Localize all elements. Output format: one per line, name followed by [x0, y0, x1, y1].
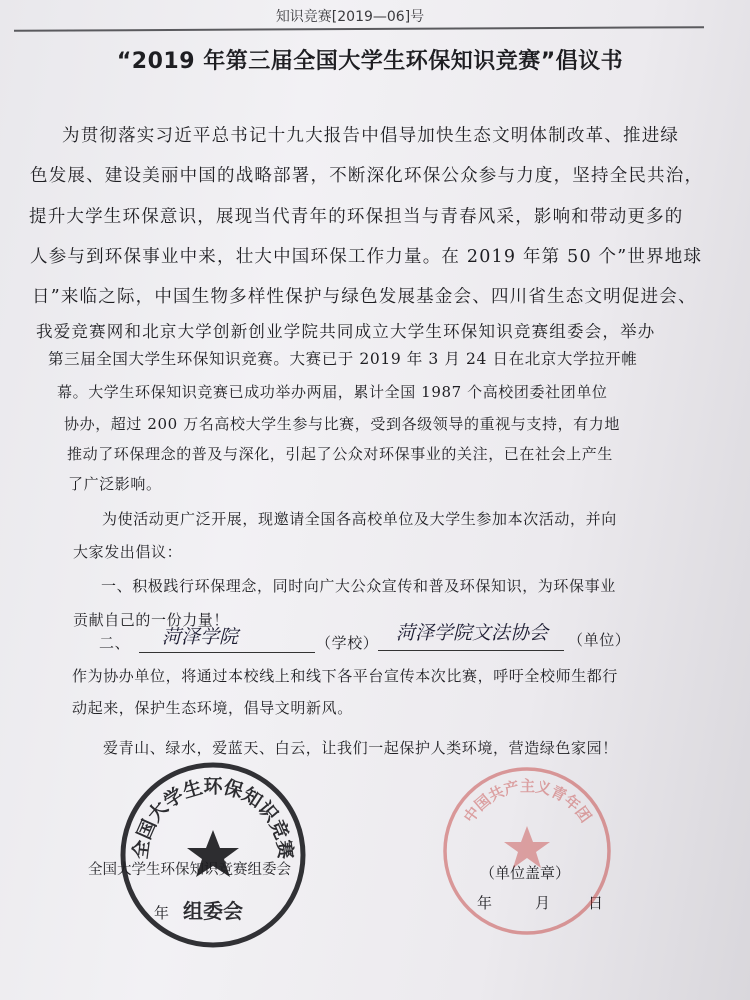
organizer-name: 全国大学生环保知识竞赛组委会: [88, 862, 291, 878]
text-line: 幕。大学生环保知识竞赛已成功举办两届，累计全国 1987 个高校团委社团单位: [57, 383, 608, 401]
text-line: 第三届全国大学生环保知识竞赛。大赛已于 2019 年 3 月 24 日在北京大学拉开帷: [48, 350, 638, 368]
unit-underline: [378, 650, 564, 651]
school-label: （学校）: [316, 634, 379, 652]
text-line: 日”来临之际，中国生物多样性保护与绿色发展基金会、四川省生态文明促进会、: [32, 287, 697, 307]
text-line: 一、积极践行环保理念，同时向广大公众宣传和普及环保知识，为环保事业: [101, 577, 616, 595]
header-divider: [14, 26, 704, 32]
text-line: 动起来，保护生态环境，倡导文明新风。: [72, 699, 353, 717]
item-2-prefix: 二、: [99, 634, 131, 652]
school-handwritten: 菏泽学院: [162, 626, 239, 648]
stamp-ring-text: 全国大学生环保知识竞赛: [129, 775, 297, 861]
stamp-bottom-text: 组委会: [183, 899, 243, 923]
text-line: 为贯彻落实习近平总书记十九大报告中倡导加快生态文明体制改革、推进绿: [62, 126, 680, 146]
left-date-year: 年: [154, 904, 170, 922]
unit-label: （单位）: [568, 631, 631, 649]
date-day: 日: [588, 894, 604, 912]
date-year: 年: [477, 894, 493, 912]
text-line: 推动了环保理念的普及与深化，引起了公众对环保事业的关注，已在社会上产生: [67, 445, 614, 463]
closing-slogan: 爱青山、绿水，爱蓝天、白云，让我们一起保护人类环境，营造绿色家园！: [103, 739, 618, 757]
text-line: 了广泛影响。: [68, 475, 162, 493]
text-line: 协办，超过 200 万名高校大学生参与比赛，受到各级领导的重视与支持，有力地: [64, 415, 620, 433]
star-icon: [504, 826, 550, 868]
document-title: “2019 年第三届全国大学生环保知识竞赛”倡议书: [116, 49, 624, 74]
seal-ring-text: 中国共产主义青年团: [460, 777, 595, 826]
organizer-stamp: [118, 760, 308, 950]
text-line: 我爱竞赛网和北京大学创新创业学院共同成立大学生环保知识竞赛组委会，举办: [36, 322, 656, 341]
seal-label: （单位盖章）: [480, 864, 571, 882]
text-line: 提升大学生环保意识，展现当代青年的环保担当与青春风采，影响和带动更多的: [29, 207, 684, 227]
text-line: 为使活动更广泛开展，现邀请全国各高校单位及大学生参加本次活动，并向: [102, 510, 617, 528]
text-line: 人参与到环保事业中来，壮大中国环保工作力量。在 2019 年第 50 个”世界地球: [30, 247, 703, 267]
text-line: 色发展、建设美丽中国的战略部署，不断深化环保公众参与力度，坚持全民共治，: [30, 166, 704, 186]
unit-seal: [440, 764, 615, 939]
text-line: 作为协办单位，将通过本校线上和线下各平台宣传本次比赛，呼吁全校师生都行: [72, 667, 619, 685]
text-line: 大家发出倡议：: [73, 543, 183, 561]
school-underline: [139, 652, 315, 653]
text-line: 贡献自己的一份力量！: [73, 611, 230, 629]
unit-handwritten: 菏泽学院文法协会: [396, 622, 549, 644]
date-month: 月: [535, 894, 551, 912]
star-icon: [187, 830, 239, 877]
document-number: 知识竞赛[2019—06]号: [275, 9, 425, 25]
